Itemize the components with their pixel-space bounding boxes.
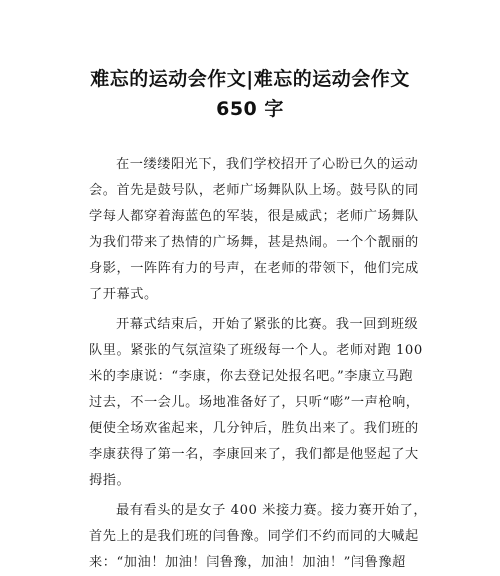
paragraph-line: 为我们带来了热情的广场舞，甚是热闹。一个个靓丽的 [89, 235, 419, 250]
paragraph-line: 米的李康说：“李康，你去登记处报名吧。”李康立马跑 [89, 369, 413, 384]
paragraph-line: 队里。紧张的气氛渲染了班级每一个人。老师对跑 100 [89, 343, 423, 358]
paragraph-line: 首先上的是我们班的闫鲁豫。同学们不约而同的大喊起 [89, 529, 419, 544]
paragraph-line: 身影，一阵阵有力的号声，在老师的带领下，他们完成 [89, 261, 419, 276]
paragraph-2 [89, 312, 423, 494]
document-title-subline: 650 字 [216, 98, 284, 120]
paragraph-line: 便使全场欢雀起来，几分钟后，胜负出来了。我们班的 [89, 421, 419, 436]
paragraph-1 [89, 152, 419, 308]
paragraph-line: 会。首先是鼓号队，老师广场舞队队上场。鼓号队的同 [89, 183, 419, 198]
document-body [89, 152, 428, 576]
paragraph-line: 来：“加油！加油！闫鲁豫，加油！加油！”闫鲁豫超 [89, 555, 406, 570]
paragraph-line: 开幕式结束后，开始了紧张的比赛。我一回到班级 [116, 317, 419, 332]
paragraph-line: 学每人都穿着海蓝色的军装，很是威武；老师广场舞队 [89, 209, 419, 224]
paragraph-line: 过去，不一会儿。场地准备好了，只听“嘭”一声枪响， [89, 395, 420, 410]
paragraph-3 [89, 498, 428, 576]
document-title: 难忘的运动会作文|难忘的运动会作文 [90, 68, 410, 90]
paragraph-line: 最有看头的是女子 400 米接力赛。接力赛开始了， [116, 503, 428, 518]
paragraph-line: 拇指。 [89, 473, 131, 488]
paragraph-line: 李康获得了第一名，李康回来了，我们都是他竖起了大 [89, 447, 419, 462]
paragraph-line: 在一缕缕阳光下，我们学校招开了心盼已久的运动 [116, 157, 419, 172]
paragraph-line: 了开幕式。 [89, 287, 158, 302]
